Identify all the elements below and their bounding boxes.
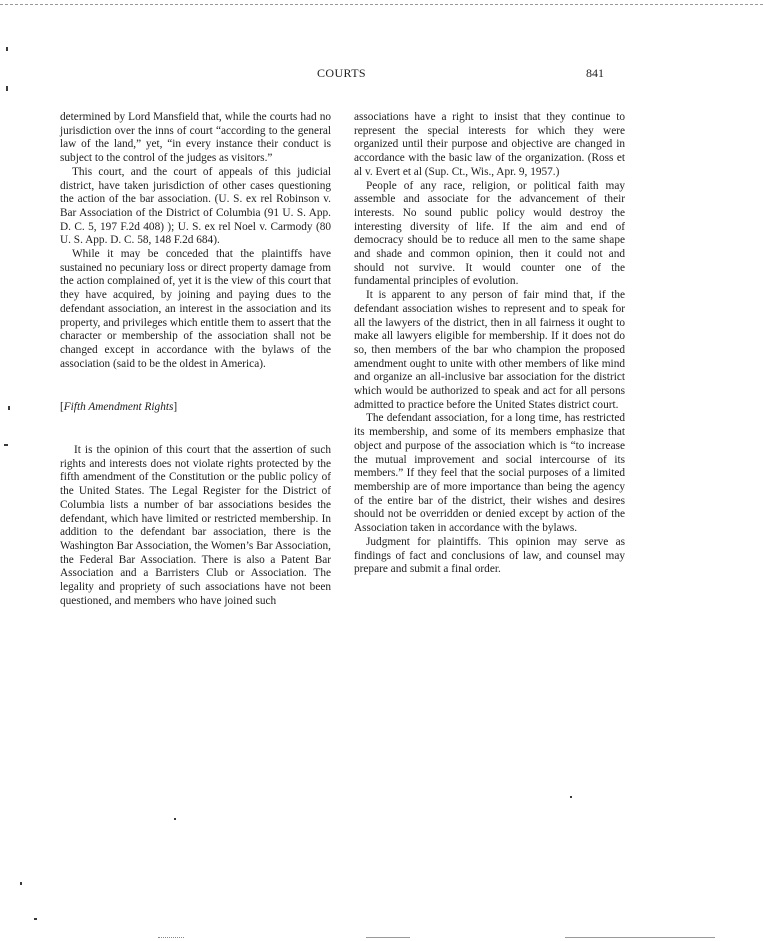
bottom-rule-left (366, 937, 410, 938)
scan-speck (570, 796, 572, 798)
scan-speck (4, 444, 8, 446)
bottom-rule-right (565, 937, 715, 938)
section-heading (60, 401, 331, 415)
left-column (60, 111, 331, 609)
running-head: COURTS (316, 66, 367, 80)
bottom-dotted-mark (158, 937, 184, 938)
scan-speck (34, 918, 37, 920)
right-column (354, 111, 625, 577)
section-heading-text: Fifth Amendment Rights (63, 401, 174, 414)
right-paragraph-4: The defendant association, for a long time, has restricted its membership, and some of its members emphasize that object and purpose of the association which is “to increase the mutual improvement and social intercourse of its members.” If they feel that the social purposes of a limited membership are of more importance than being the agency of the entire bar of the district, their wishes and desires should not be overridden or denied except by action of the Association taken in accordance with the bylaws. (354, 412, 625, 535)
left-paragraph-3: While it may be conceded that the plaintiffs have sustained no pecuniary loss or direct property damage from the action complained of, yet it is the view of this court that they have acquired, by joining and paying dues to the defendant association, an interest in the association and its property, and privileges which entitle them to assert that the character or membership of the association shall not be changed except in accordance with the bylaws of the association (said to be the oldest in America). (60, 248, 331, 370)
scan-speck (174, 818, 176, 820)
scan-speck (8, 406, 10, 410)
scan-speck (6, 47, 8, 51)
top-dashed-rule (0, 4, 763, 5)
left-paragraph-2: This court, and the court of appeals of this judicial district, have taken jurisdiction of other cases questioning the action of the bar association. (U. S. ex rel Robinson v. Bar Association of the District of Columbia (91 U. S. App. D. C. 5, 197 F.2d 408) ); U. S. ex rel Noel v. Carmody (80 U. S. App. D. C. 58, 148 F.2d 684). (60, 165, 331, 247)
heading-close-bracket: ] (173, 401, 178, 414)
right-paragraph-2: People of any race, religion, or political faith may assemble and associate for the advancement of their interests. No sound public policy would destroy the interesting diversity of life. If the aim and end of democracy should be to reduce all men to the same shape and shade and common opinion, then it could not and should not survive. It would counter one of the fundamental principles of evolution. (354, 179, 625, 288)
heading-open-bracket: [ (60, 401, 64, 414)
scan-speck (20, 882, 22, 885)
left-paragraph-4: It is the opinion of this court that the assertion of such rights and interests does not violate rights protected by the fifth amendment of the Constitution or the public policy of the United States. The Legal Register for the District of Columbia lists a number of bar associations besides the defendant, which have limited or restricted membership. In addition to the defendant bar association, there is the Washington Bar Association, the Women’s Bar Association, the Federal Bar Association. There is also a Patent Bar Association and a Barristers Club or Association. The legality and propriety of such associations have not been questioned, and members who have joined such (60, 444, 331, 607)
right-paragraph-3: It is apparent to any person of fair mind that, if the defendant association wishes to represent and to speak for all the lawyers of the district, then in all fairness it ought to make all lawyers eligible for membership. If it does not do so, then members of the bar who champion the proposed amendment ought to unite with other members of like mind and organize an all-inclusive bar association for the district which would be authorized to speak and act for all persons admitted to practice before the United States district court. (354, 289, 625, 411)
page-header (0, 66, 763, 82)
left-paragraph-1: determined by Lord Mansfield that, while the courts had no jurisdiction over the inns of court “according to the general law of the land,” yet, “in every instance their conduct is subject to the control of the judges as visitors.” (60, 111, 331, 165)
scan-speck (6, 86, 8, 91)
page-number: 841 (586, 66, 604, 80)
right-paragraph-1: associations have a right to insist that they continue to represent the special interests for which they were organized until their purpose and objective are changed in accordance with the basic law of the organization. (Ross et al v. Evert et al (Sup. Ct., Wis., Apr. 9, 1957.) (354, 111, 625, 178)
right-paragraph-5: Judgment for plaintiffs. This opinion may serve as findings of fact and conclusions of law, and counsel may prepare and submit a final order. (354, 535, 625, 576)
